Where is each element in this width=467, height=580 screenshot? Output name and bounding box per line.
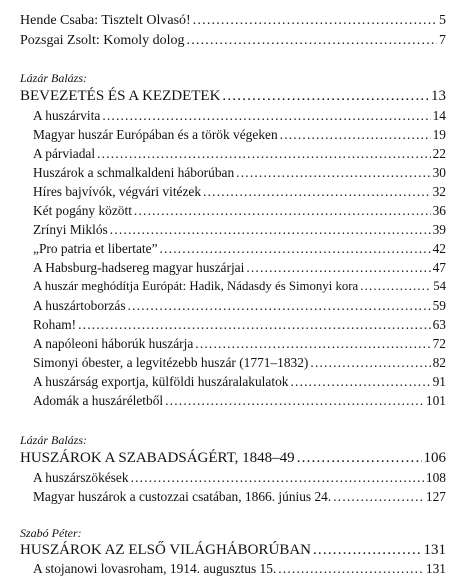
toc-entry [33,298,446,314]
dot-leader [246,260,430,276]
dot-leader [222,88,429,105]
dot-leader [310,355,430,371]
entry-page: 7 [439,33,446,48]
chapter-title: HUSZÁROK A SZABADSÁGÉRT, 1848–49 [20,450,295,466]
dot-leader [134,203,431,219]
entry-title: A Habsburg-hadsereg magyar huszárjai [33,260,245,275]
entry-page: 5 [439,13,446,28]
toc-entry [33,470,446,486]
entry-title: Adomák a huszáréletből [33,393,164,408]
entry-title: Hende Csaba: Tisztelt Olvasó! [20,13,191,28]
dot-leader [160,241,431,257]
entry-page: 54 [433,279,446,293]
entry-title: Magyar huszárok a custozzai csatában, 1866. június 24. [33,489,332,504]
entry-page: 14 [432,108,446,123]
entry-page: 63 [432,317,446,332]
chapter-heading [20,450,446,467]
toc-entry [33,317,446,333]
chapter-title: BEVEZETÉS ÉS A KEZDETEK [20,88,221,104]
toc-entry [33,393,446,409]
entry-page: 131 [425,561,446,576]
toc-entry [20,33,446,49]
dot-leader [280,127,431,143]
toc-entry [33,260,446,276]
entry-page: 36 [432,203,446,218]
toc-entry [33,203,446,219]
dot-leader [78,317,430,333]
toc-entry [33,561,446,577]
entry-title: A huszárság exportja, külföldi huszáralakulatok [33,374,289,389]
section-author: Lázár Balázs: [20,71,88,85]
toc-entry [33,279,446,294]
dot-leader [110,222,431,238]
entry-title: A huszár meghódítja Európát: Hadik, Nádasdy és Simonyi kora [33,279,359,293]
entry-page: 39 [432,222,446,237]
entry-title: Két pogány között [33,203,132,218]
entry-page: 19 [432,127,446,142]
dot-leader [131,470,424,486]
entry-page: 59 [432,298,446,313]
dot-leader [203,184,431,200]
entry-title: „Pro patria et libertate” [33,241,158,256]
entry-page: 108 [425,470,446,485]
entry-page: 91 [432,374,446,389]
toc-entry [33,222,446,238]
chapter-heading [20,88,446,105]
entry-title: Roham! [33,317,77,332]
dot-leader [128,298,431,314]
dot-leader [278,561,424,577]
entry-title: Zrínyi Miklós [33,222,108,237]
dot-leader [102,108,430,124]
entry-page: 127 [425,489,446,504]
section-author: Lázár Balázs: [20,433,88,447]
entry-page: 82 [432,355,446,370]
entry-title: A huszártoborzás [33,298,126,313]
dot-leader [236,165,430,181]
toc-entry [33,146,446,162]
toc-entry [33,127,446,143]
entry-page: 47 [432,260,446,275]
entry-title: A napóleoni háborúk huszárja [33,336,194,351]
entry-title: Simonyi óbester, a legvitézebb huszár (1771–1832) [33,355,309,370]
chapter-page: 131 [423,542,446,558]
dot-leader [297,450,422,467]
entry-title: A párviadal [33,146,96,161]
entry-page: 72 [432,336,446,351]
dot-leader [195,336,430,352]
entry-title: A stojanowi lovasroham, 1914. augusztus 15. [33,561,277,576]
dot-leader [313,542,422,559]
entry-title: A huszárvita [33,108,101,123]
chapter-title: HUSZÁROK AZ ELSŐ VILÁGHÁBORÚBAN [20,542,311,558]
entry-page: 30 [432,165,446,180]
toc-entry [33,355,446,371]
toc-entry [33,165,446,181]
toc-entry [33,241,446,257]
toc-entry [33,374,446,390]
entry-page: 32 [432,184,446,199]
chapter-page: 13 [431,88,446,104]
chapter-heading [20,542,446,559]
dot-leader [290,374,430,390]
dot-leader [193,13,437,29]
entry-page: 42 [432,241,446,256]
entry-title: Huszárok a schmalkaldeni háborúban [33,165,235,180]
toc-entry [20,13,446,29]
entry-title: Magyar huszár Európában és a török végeken [33,127,278,142]
entry-title: Pozsgai Zsolt: Komoly dolog [20,33,185,48]
toc-entry [33,108,446,124]
dot-leader [165,393,424,409]
section-author: Szabó Péter: [20,526,82,540]
entry-title: A huszárszökések [33,470,129,485]
dot-leader [187,33,438,49]
entry-page: 22 [432,146,446,161]
dot-leader [333,489,424,505]
toc-entry [33,184,446,200]
chapter-page: 106 [423,450,446,466]
dot-leader [360,279,431,294]
toc-entry [33,336,446,352]
toc-entry [33,489,446,505]
entry-title: Híres bajvívók, végvári vitézek [33,184,202,199]
dot-leader [97,146,431,162]
entry-page: 101 [425,393,446,408]
